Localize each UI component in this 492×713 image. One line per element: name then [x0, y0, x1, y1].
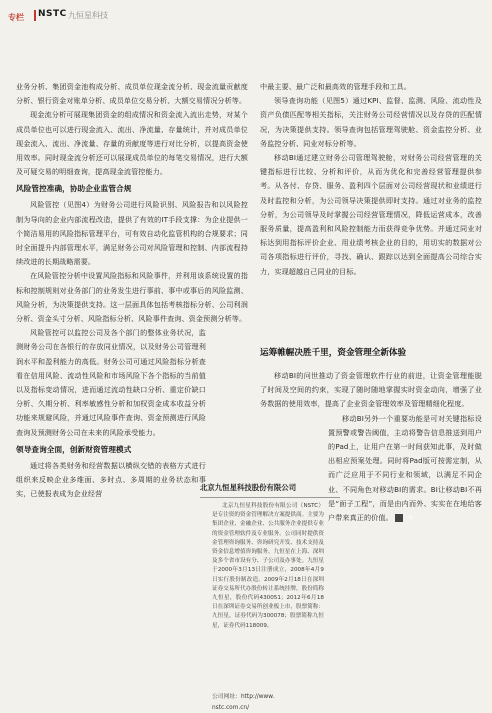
paragraph: 移动BI的问世推动了资金管理软件行业的前进，让资金管理能脱了时间及空间的约束，实现了随时随地掌握实时资金动向，增强了业务数据的使用效率，提高了企业资金管理效率及管理精细化程度。 — [260, 371, 482, 409]
paragraph: 风险管控（见图4）为财务公司进行风险识别、风险报告和以风险控制为导向的企业内部流程改造，提供了有效的IT手段支撑：为企业提供一个简洁易用的风险指标管理平台，可有效自动化监管机构的合规要求；同时全面提升内部管理水平，满足财务公司对风险管理和控制、内部流程持续改进的长期战略需要。 — [16, 200, 248, 267]
sidebar-title: 北京九恒星科技股份有限公司 — [200, 483, 297, 492]
paragraph: 领导查询功能（见图5）通过KPI、监督、监测、风险、流动性及资产负债匹配等相关指标，关注财务公司经营情况以及存贷的匹配情况，为决策提供支持。领导查询包括管理驾驶舱、资金监控分析、业务监控分析、同业对标分析等。 — [260, 96, 482, 148]
paragraph: 通过将各类财务和经营数据以横纵交错的表格方式进行组织来反映企业多维面、多时点、多周期的业务状态和事实，已使报表成为企业经营 — [16, 460, 206, 499]
sidebar-divider — [200, 497, 340, 498]
subheading: 领导查询全面，创新财资管理模式 — [16, 444, 132, 454]
end-mark: N — [395, 514, 403, 522]
paragraph — [328, 412, 482, 526]
column-tag: 专栏 — [8, 13, 24, 22]
brand-logo-subtitle: 九恒星科技 — [68, 11, 108, 20]
page-header — [0, 0, 492, 32]
sidebar-site-label: 公司网址：http://www. — [212, 694, 275, 700]
subheading: 风险管控准确，协助企业监管合规 — [16, 184, 132, 194]
paragraph: 风险管控可以监控公司及各个部门的整体业务状况，监测财务公司在各银行的存放同业情况，以及财务公司管理利润水平和盈利能力的高低。财务公司可通过风险指标分析查看在信用风险、流动性风险和市场风险下各个指标的当前值以及指标变动情况，进而通过流动性缺口分析、重定价缺口分析、久期分析、利率敏感性分析和加权资金成本收益分析功能来规避风险，并通过风险事件查询、资金预测进行风险查询及预测财务公司在未来的风险承受能力。 — [16, 328, 206, 437]
sidebar-url: nstc.com.cn/ — [212, 705, 250, 711]
paragraph: 现金流分析可展现集团资金的组成情况和资金流入流出走势，对某个成员单位也可以进行现金流入、流出、净流量、存量统计，并对成员单位现金流入、流出、净流量、存量的贡献度等进行对比分析，以提高资金使用效率。同时现金流分析还可以展现成员单位的每笔交易情况，进行大额及可疑交易的明细查询，提高现金流管控能力。 — [16, 110, 248, 177]
sidebar-body: 北京九恒星科技股份有限公司（NSTC）是专注资的资金管理解决方案提供商。主要为集团企业、金融企业、公共服务企业提供专业的资金管理软件及专业服务。公司同时提供资金管理咨询服务、咨询研究开发、技术支持及资金信息增值咨询服务。九恒星在上海、深圳及多个省市设有分、子公司及办事处。九恒星于2000年3月13日注册成立，2008年4月9日实行股份制改造。2009年2月18日在深圳证券交易所代办股份转让系统挂牌，股份简称九恒星，股份代码430051；2012年6月18日在深圳证券交易所创业板上市，股票简称：九恒星，证券代码为300078；股票简称九恒星，证券代码118009。 — [212, 503, 324, 629]
right-column — [260, 80, 482, 279]
paragraph: 业务分析、集团资金池构成分析、成员单位现金流分析、现金流量贡献度分析、银行资金对账单分析、成员单位交易分析、大额交易情况分析等。 — [16, 82, 248, 106]
brand-logo: NSTC — [38, 9, 67, 19]
paragraph: 中最主要、最广泛和最高效的管理手段和工具。 — [260, 82, 412, 91]
left-column — [16, 80, 248, 501]
paragraph: 移动BI通过建立财务公司管理驾驶舱，对财务公司经营管理的关键指标进行比较、分析和评价，从而为优化和完善经营管理提供参考。从各付、存贷、服务、盈利四个层面对公司经营现状和业绩进行及时监控和分析，为公司领导决策提供即时支持。通过对业务的监控分析，为公司领导及时掌握公司经营管理情况，降低运营成本，改善服务质量，提高盈利和风险控制能力而获得竞争优势。并通过同业对标达到用指标评价企业、用业绩考核企业的目的，用切实的数据对公司各项指标进行评价，寻找、确认、跟踪以达到全面提高公司综合实力，实现超越自己同业的目标。 — [260, 153, 482, 276]
paragraph: 在风险管控分析中设置风险指标和风险事件，并利用该系统设置的指标和控制规则对业务部门的业务发生进行事前、事中或事后的风险监测、风险分析，为决策提供支持。这一层面具体包括考核指标分析、公司利润分析、资金头寸分析、风险指标分析、风险事件查询、资金预测分析等。 — [16, 271, 248, 324]
header-divider — [34, 10, 36, 21]
paragraph-text: 移动BI另外一个重要功能是可对关键指标设置预警或警告阈值，主动将警告信息推送到用户的Pad上，让用户在第一时间获知此事，及时做出相应预案处理。同时将Pad版可按需定制，从而广泛应用于不同行业和领域，以满足不同企业、不同角色对移动BI的需求。BI让移动BI不再是“面子工程”，而是由内而外、实实在在地给客户带来真正的价值。 — [328, 413, 482, 523]
section-title: 运筹帷幄决胜千里，资金管理全新体验 — [260, 348, 407, 358]
